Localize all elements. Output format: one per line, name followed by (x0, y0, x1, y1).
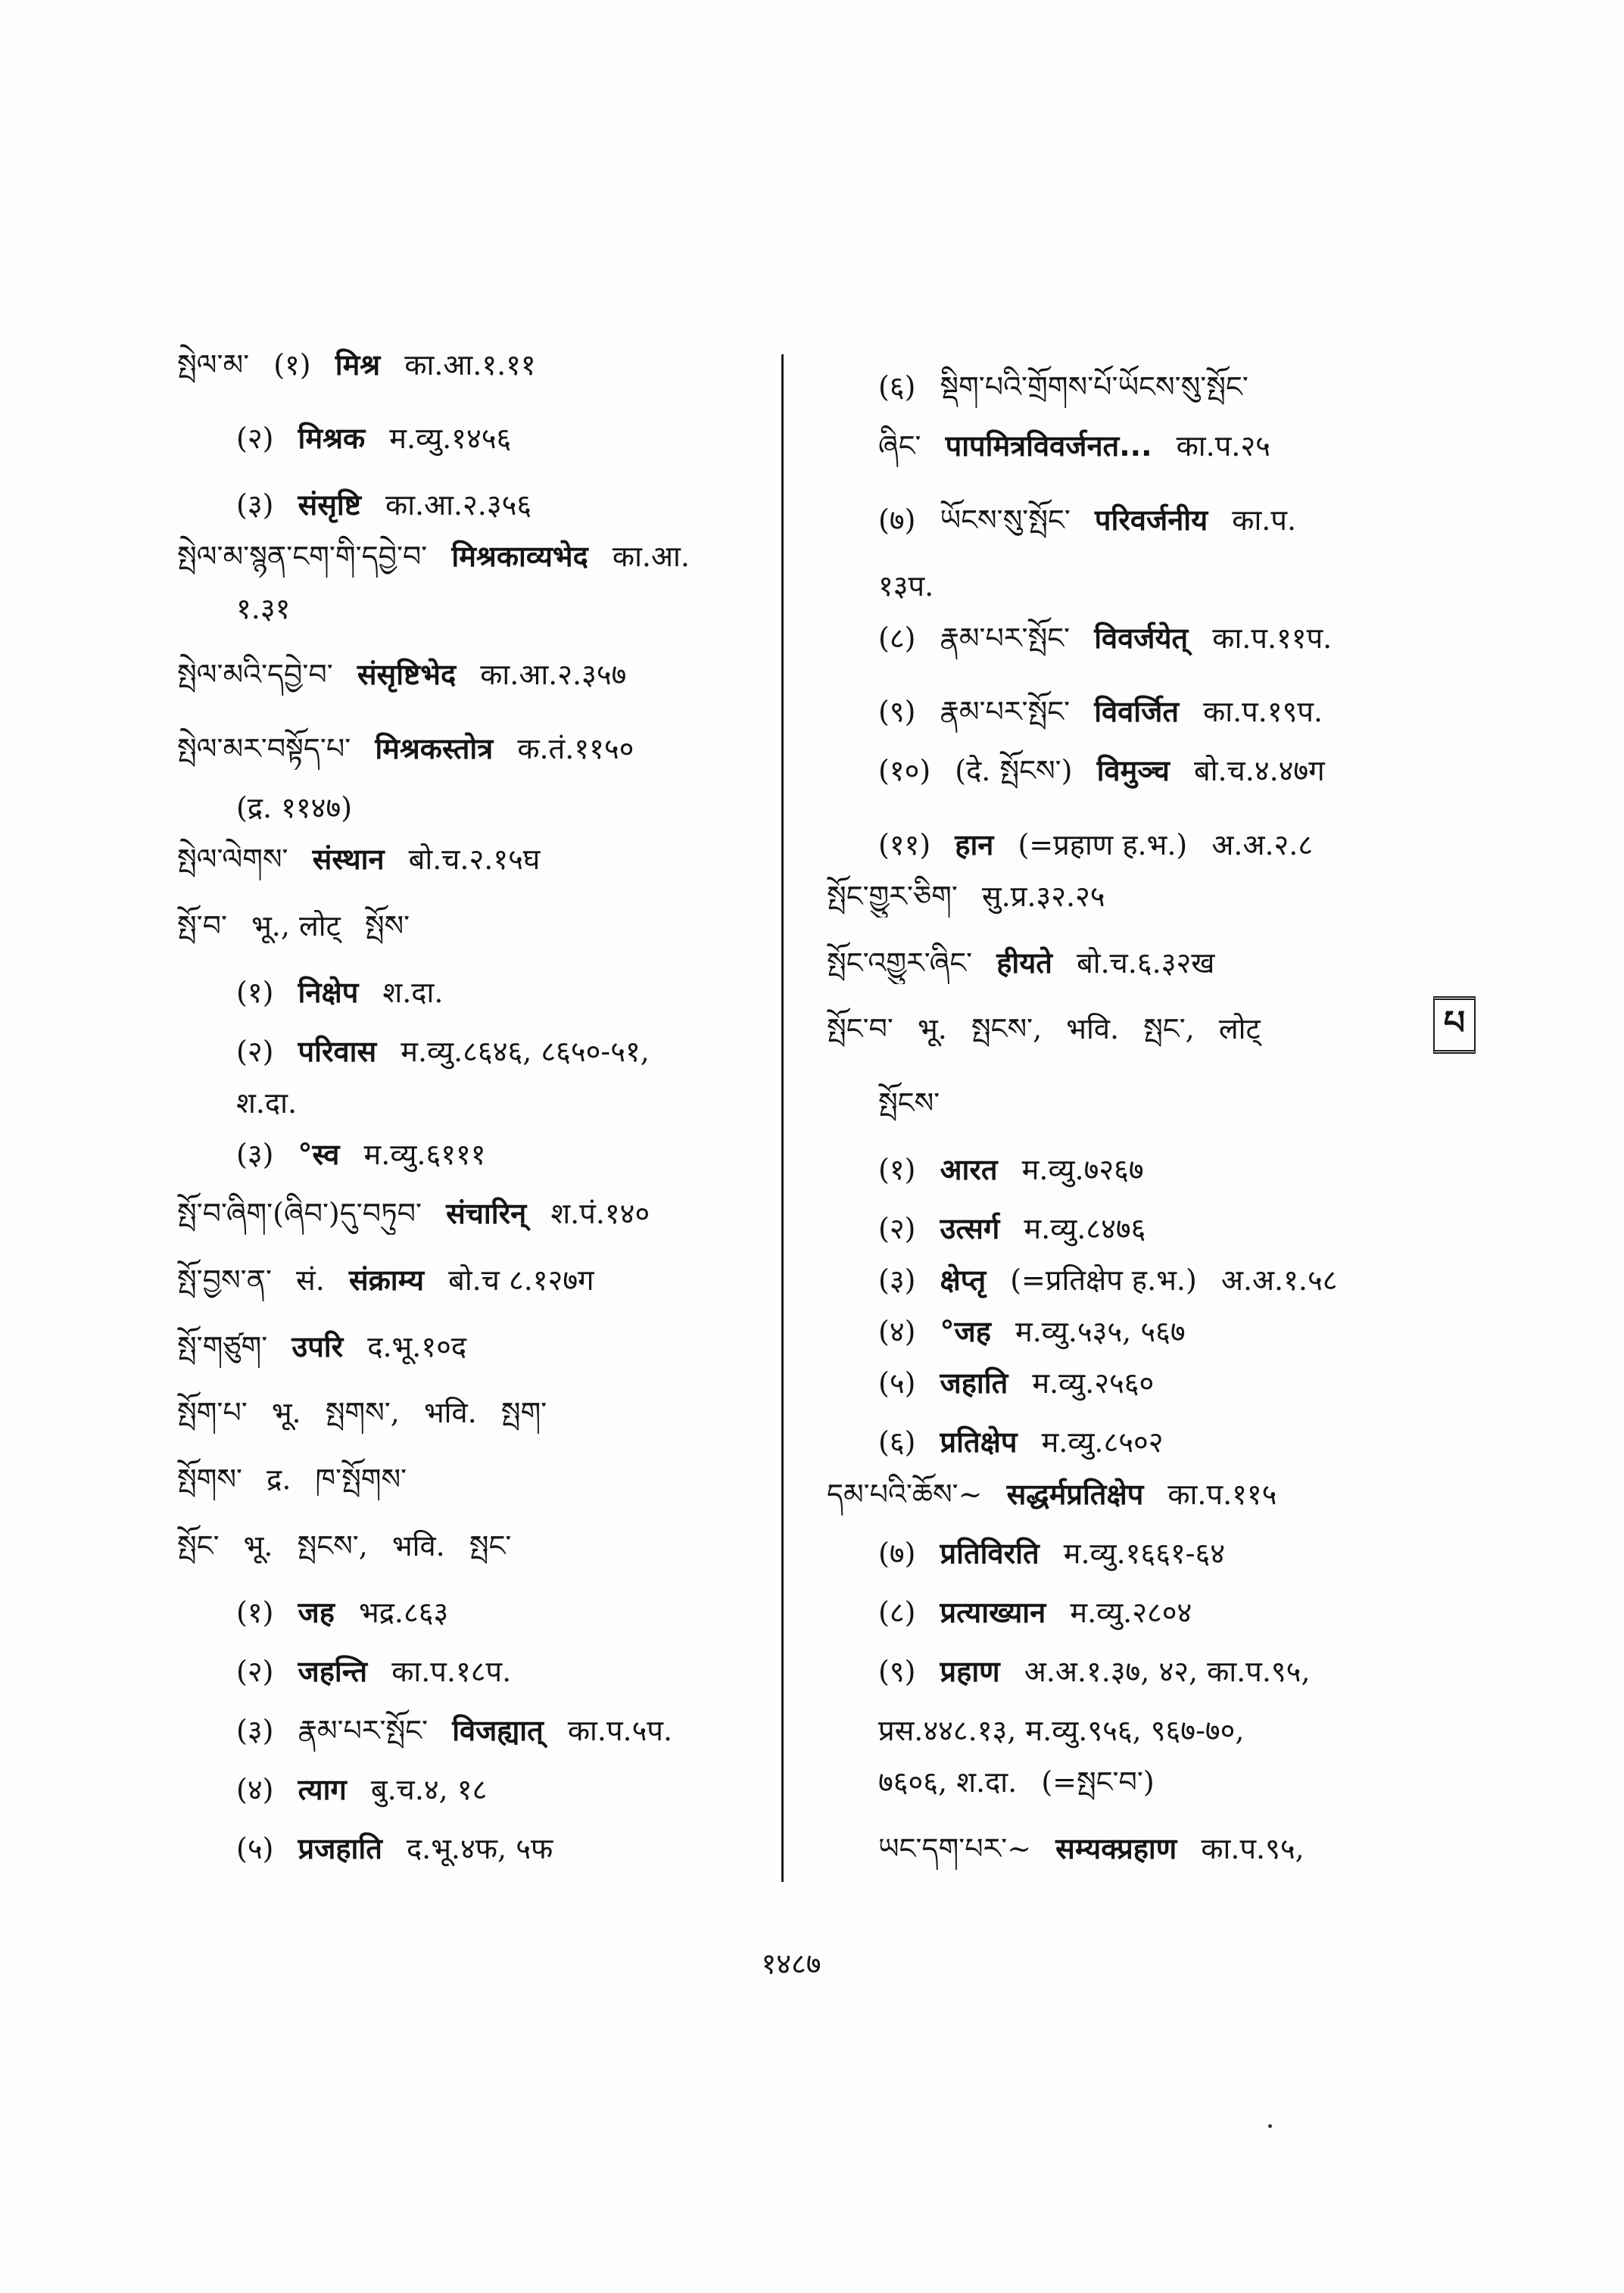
tibetan-form: ཁ་སྤོགས་ (315, 1463, 407, 1496)
sense-line (878, 1259, 1425, 1301)
tibetan-headword: སྤེལ་མ་སྙན་ངག་གི་དབྱེ་བ་ (177, 540, 428, 573)
sanskrit-term: संचारिन् (446, 1197, 527, 1230)
sense-number: (९) (878, 695, 916, 728)
grammar-label: भू. (271, 1396, 301, 1429)
tibetan-headword: སྤེལ་མ་ (177, 348, 250, 382)
reference: का.आ. (612, 540, 690, 573)
sanskrit-term: जहन्ति (298, 1655, 368, 1688)
sense-number: (१) (273, 348, 311, 382)
reference: प्रस.४४८.१३, म.व्यु.९५६, ९६७-७०, (878, 1714, 1245, 1747)
reference: का.प.९५, (1201, 1832, 1304, 1865)
grammar-label: भवि. (423, 1396, 477, 1429)
sense-number: (३) (236, 488, 274, 522)
sense-line (236, 484, 768, 526)
sense-line (878, 749, 1425, 792)
sense-line (878, 1650, 1425, 1693)
tibetan-headword: སྤོང་འགྱུར་ཞིང་ (827, 946, 973, 980)
continuation-line (236, 587, 768, 630)
reference: ७६०६, श.दा. (878, 1765, 1018, 1799)
sense-line (878, 366, 1425, 408)
sanskrit-term: परिवर्जनीय (1094, 503, 1208, 537)
reference: म.व्यु.७२६७ (1021, 1153, 1144, 1186)
reference: म.व्यु.२५६० (1032, 1366, 1155, 1400)
sanskrit-term: मिश्र (335, 348, 381, 382)
tibetan-headword: སྤོ་བ་ཞིག་(ཞིབ་)དུ་བཏུབ་ (177, 1197, 422, 1230)
reference: का.प.११प. (1212, 622, 1333, 655)
sense-line (878, 1532, 1425, 1575)
continuation-line (878, 425, 1425, 467)
entry-line (177, 535, 768, 578)
sense-line (878, 1591, 1425, 1634)
entry-line (177, 344, 768, 386)
grammar-label: भू. (243, 1529, 273, 1562)
tibetan-phrase: རྣམ་པར་སྤོང་ (940, 622, 1071, 655)
tibetan-form: སྤང་, (1143, 1012, 1195, 1045)
reference: म.व्यु.८५०२ (1041, 1425, 1164, 1459)
page-number: १४८७ (761, 1947, 821, 1980)
sense-number: (३) (236, 1138, 274, 1171)
sense-line (878, 1207, 1425, 1250)
sense-number: (६) (878, 370, 916, 403)
sanskrit-term: क्षेप्तृ (940, 1263, 987, 1297)
continuation-line (878, 565, 1425, 607)
grammar-label: भू., लोट् (251, 909, 341, 942)
sanskrit-term: प्रतिविरति (940, 1537, 1040, 1570)
entry-line (827, 875, 1425, 918)
sense-number: (७) (878, 1537, 916, 1570)
tibetan-headword: སྤོ་བ་ (177, 909, 227, 942)
tibetan-form: སྤངས་, (297, 1529, 368, 1562)
reference: का.आ.२.३५६ (385, 488, 532, 522)
sanskrit-term: विजह्यात् (452, 1714, 544, 1747)
section-thumb-tab: པ (1433, 996, 1476, 1054)
reference: म.व्यु.८४७६ (1024, 1212, 1146, 1245)
sense-line (878, 1362, 1425, 1404)
reference: का.प.११५ (1167, 1478, 1277, 1511)
subentry-line (827, 1473, 1425, 1516)
sense-number: (५) (878, 1366, 916, 1400)
sense-number: (२) (236, 1655, 274, 1688)
tibetan-headword: སྤོང་ (177, 1529, 220, 1562)
sense-number: (३) (236, 1714, 274, 1747)
sense-number: (६) (878, 1425, 916, 1459)
tibetan-phrase: དམ་པའི་ཆོས་~ (827, 1478, 983, 1511)
gloss: (=སྤང་བ་) (1041, 1765, 1155, 1799)
grammar-label: लोट् (1218, 1012, 1261, 1045)
sense-line (878, 499, 1425, 541)
sense-line (878, 1148, 1425, 1191)
reference: म.व्यु.१६६१-६४ (1063, 1537, 1226, 1570)
sanskrit-term: उपरि (291, 1330, 344, 1363)
entry-line (177, 1192, 768, 1235)
sanskrit-term: निक्षेप (298, 976, 359, 1009)
tibetan-form: སྤོངས་ (878, 1086, 940, 1120)
sanskrit-term: परिवास (298, 1035, 377, 1068)
reference: म.व्यु.८६४६, ८६५०-५१, (401, 1035, 650, 1068)
sense-number: (९) (878, 1655, 916, 1688)
sanskrit-term: संसृष्टिभेद (357, 658, 457, 691)
tibetan-form: སྤང་ (469, 1529, 512, 1562)
reference: का.प.२५ (1176, 429, 1270, 463)
reference: अ.अ.१.५८ (1220, 1263, 1338, 1297)
entry-line (827, 1008, 1425, 1050)
reference: द.भू.४फ, ५फ (406, 1832, 553, 1865)
sanskrit-term: उत्सर्ग (940, 1212, 1000, 1245)
continuation-line (236, 787, 768, 829)
continuation-line (878, 1082, 1425, 1124)
grammar-label: भू. (918, 1012, 947, 1045)
reference: द.भू.१०द (367, 1330, 467, 1363)
column-divider (781, 354, 784, 1882)
sanskrit-term: प्रत्याख्यान (940, 1596, 1046, 1629)
sanskrit-term: पापमित्रविवर्जनत... (945, 429, 1152, 463)
reference: बो.च.२.१५घ (408, 843, 541, 876)
sanskrit-term: हीयते (996, 946, 1052, 980)
sense-number: (८) (878, 622, 916, 655)
sanskrit-term: जह (298, 1596, 335, 1629)
grammar-label: भवि. (391, 1529, 445, 1562)
cross-reference: (दे. སྤོངས་) (955, 754, 1073, 787)
tibetan-headword: སྤེལ་མའི་དབྱེ་བ་ (177, 658, 333, 691)
sanskrit-term: संक्राम्य (348, 1263, 425, 1297)
reference: का.प.१८प. (391, 1655, 512, 1688)
gloss: (=प्रहाण ह.भ.) (1018, 828, 1188, 861)
sanskrit-term: प्रजहाति (298, 1832, 382, 1865)
reference: का.प. (1232, 503, 1297, 537)
reference: सु.प्र.३२.२५ (981, 880, 1105, 913)
sense-line (878, 617, 1425, 659)
reference: श.पं.१४० (550, 1197, 650, 1230)
reference: बो.च.६.३२ख (1077, 946, 1215, 980)
sense-line (236, 1650, 768, 1693)
sanskrit-term: प्रतिक्षेप (940, 1425, 1018, 1459)
sense-number: (१) (236, 976, 274, 1009)
sanskrit-term: मिश्रक (298, 422, 366, 455)
entry-line (177, 727, 768, 770)
reference: १३प. (878, 569, 934, 603)
sense-line (878, 690, 1425, 733)
sanskrit-term: हान (955, 828, 994, 861)
reference: श.दा. (382, 976, 444, 1009)
reference: म.व्यु.५३५, ५६७ (1015, 1315, 1186, 1348)
reference: म.व्यु.६१११ (363, 1138, 486, 1171)
tibetan-phrase: ཞིང་ (878, 429, 921, 463)
continuation-line (878, 1761, 1425, 1803)
sanskrit-term: संसृष्टि (298, 488, 361, 522)
sanskrit-term: संस्थान (312, 843, 385, 876)
tibetan-phrase: རྣམ་པར་སྤོང་ (298, 1714, 429, 1747)
continuation-line (236, 1082, 768, 1124)
sense-line (236, 1709, 768, 1752)
sense-number: (४) (236, 1773, 274, 1806)
sanskrit-term: °स्व (298, 1138, 340, 1171)
reference: का.आ.१.११ (404, 348, 536, 382)
sanskrit-term: विमुञ्च (1096, 754, 1170, 787)
sanskrit-term: विवर्जयेत् (1094, 622, 1189, 655)
sense-line (878, 824, 1425, 866)
reference: का.प.१९प. (1203, 695, 1323, 728)
sense-line (236, 1030, 768, 1073)
tibetan-phrase: ཡང་དག་པར་~ (878, 1832, 1032, 1865)
gloss: (=प्रतिक्षेप ह.भ.) (1010, 1263, 1197, 1297)
sanskrit-term: आरत (940, 1153, 998, 1186)
sanskrit-term: विवर्जित (1094, 695, 1179, 728)
tibetan-form: སྤངས་, (971, 1012, 1043, 1045)
tibetan-headword: སྤོང་གྱུར་ཅིག་ (827, 880, 958, 913)
tibetan-phrase: རྣམ་པར་སྤོང་ (940, 695, 1071, 728)
sense-number: (११) (878, 828, 931, 861)
tibetan-headword: སྤོང་བ་ (827, 1012, 893, 1045)
entry-line (827, 942, 1425, 984)
sanskrit-term: मिश्रकाव्यभेद (451, 540, 588, 573)
scan-speck (1268, 2124, 1272, 2128)
sense-line (236, 1133, 768, 1176)
reference: का.प.५प. (567, 1714, 673, 1747)
sanskrit-term: मिश्रकस्तोत्र (375, 732, 494, 765)
reference: १.३१ (236, 592, 291, 625)
entry-line (177, 1259, 768, 1301)
sanskrit-term: त्याग (298, 1773, 347, 1806)
tibetan-headword: སྤོ་བྱས་ན་ (177, 1263, 272, 1297)
sense-number: (४) (878, 1315, 916, 1348)
tibetan-form: སྤགས་, (325, 1396, 400, 1429)
reference: म.व्यु.१४५६ (389, 422, 512, 455)
grammar-label: भवि. (1066, 1012, 1120, 1045)
reference: भद्र.८६३ (358, 1596, 449, 1629)
sanskrit-term: सम्यक्प्रहाण (1055, 1832, 1177, 1865)
sense-line (236, 417, 768, 460)
tibetan-phrase: ཡོངས་སུ་སྤོང་ (940, 503, 1071, 537)
tibetan-form: སྤག་ (500, 1396, 547, 1429)
reference: अ.अ.२.८ (1211, 828, 1314, 861)
tibetan-phrase: སྡིག་པའི་གྲོགས་པོ་ཡོངས་སུ་སྤོང་ (940, 370, 1248, 403)
reference: अ.अ.१.३७, ४२, का.प.९५, (1024, 1655, 1311, 1688)
entry-line (177, 838, 768, 880)
sanskrit-term: सद्धर्मप्रतिक्षेप (1006, 1478, 1144, 1511)
entry-line (177, 905, 768, 947)
tibetan-headword: སྤོག་པ་ (177, 1396, 248, 1429)
sanskrit-term: °जह (940, 1315, 991, 1348)
entry-line (177, 1391, 768, 1434)
reference: क.तं.११५० (517, 732, 634, 765)
sense-line (878, 1310, 1425, 1353)
sense-number: (१०) (878, 754, 931, 787)
entry-line (177, 1458, 768, 1500)
sense-number: (२) (878, 1212, 916, 1245)
cross-reference: (द्र. ११४७) (236, 791, 353, 824)
sense-line (236, 971, 768, 1014)
tibetan-headword: སྤོ་གཙུག་ (177, 1330, 268, 1363)
sense-number: (१) (236, 1596, 274, 1629)
sense-line (236, 1827, 768, 1870)
reference: का.आ.२.३५७ (480, 658, 627, 691)
sense-number: (८) (878, 1596, 916, 1629)
sense-number: (७) (878, 503, 916, 537)
reference: बो.च ८.१२७ग (448, 1263, 594, 1297)
reference: म.व्यु.२८०४ (1070, 1596, 1192, 1629)
tibetan-headword: སྤེལ་ལེགས་ (177, 843, 288, 876)
reference: बु.च.४, १८ (370, 1773, 488, 1806)
grammar-label: सं. (296, 1263, 325, 1297)
entry-line (177, 1326, 768, 1368)
grammar-label: द्र. (267, 1463, 291, 1496)
sanskrit-term: प्रहाण (940, 1655, 1000, 1688)
sense-number: (१) (878, 1153, 916, 1186)
sense-line (236, 1591, 768, 1634)
tibetan-form: སྤོས་ (364, 909, 410, 942)
entry-line (177, 653, 768, 696)
sense-number: (२) (236, 1035, 274, 1068)
sense-number: (३) (878, 1263, 916, 1297)
sense-number: (२) (236, 422, 274, 455)
sense-line (236, 1768, 768, 1811)
subentry-line (878, 1827, 1425, 1870)
entry-line (177, 1525, 768, 1567)
sense-number: (५) (236, 1832, 274, 1865)
continuation-line (878, 1709, 1425, 1752)
sense-line (878, 1421, 1425, 1463)
tibetan-headword: སྤོགས་ (177, 1463, 243, 1496)
tibetan-headword: སྤེལ་མར་བསྟོད་པ་ (177, 732, 351, 765)
sanskrit-term: जहाति (940, 1366, 1008, 1400)
reference: बो.च.४.४७ग (1194, 754, 1325, 787)
reference: श.दा. (236, 1086, 298, 1120)
